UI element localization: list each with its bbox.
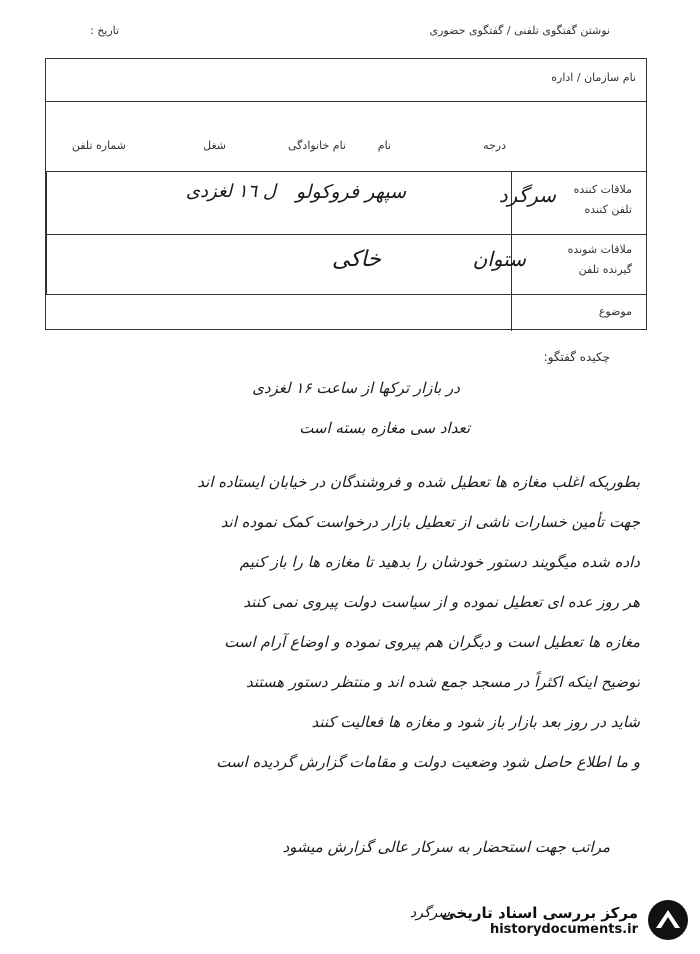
host-name-value: خاکی [331, 247, 381, 272]
divider [46, 234, 646, 235]
signature: سرگرد [409, 905, 450, 921]
visitor-name-value: سپهر فروکولو [295, 181, 406, 203]
divider [46, 171, 646, 172]
date-label: تاریخ : [90, 23, 120, 37]
archive-logo-icon [646, 898, 690, 942]
summary-body [60, 368, 640, 448]
watermark-title: مرکز بررسی اسناد تاریخی [441, 903, 638, 922]
form-table [45, 58, 647, 330]
summary-line: تعداد سی مغازه بسته است [299, 419, 470, 437]
closing-line: مراتب جهت استحضار به سرکار عالی گزارش میشود [282, 838, 610, 856]
summary-line: بطوریکه اغلب مغازه ها تعطیل شده و فروشندگان در خیابان ایستاده اند [197, 473, 640, 491]
column-header-family-name: نام خانوادگی [288, 139, 346, 152]
host-rank-value: ستوان [472, 247, 526, 271]
summary-paragraph [60, 462, 640, 782]
summary-line: جهت تأمین خسارات ناشی از تعطیل بازار درخواست کمک نموده اند [220, 513, 640, 531]
summary-line: داده شده میگویند دستور خودشان را بدهید تا مغازه ها را باز کنیم [239, 553, 640, 571]
summary-line: هر روز عده ای تعطیل نموده و از سیاست دولت پیروی نمی کنند [243, 593, 640, 611]
column-header-rank: درجه [483, 139, 506, 152]
subject-label: موضوع [598, 305, 632, 318]
organization-label: نام سازمان / اداره [551, 71, 636, 84]
watermark-url: historydocuments.ir [489, 921, 638, 937]
watermark [390, 894, 690, 946]
row-visitor-label-2: تلفن کننده [584, 203, 632, 216]
visitor-job-value: ل ١٦ لغزدی [185, 181, 276, 202]
summary-line: توضیح اینکه اکثراً در مسجد جمع شده اند و منتظر دستور هستند [245, 673, 640, 691]
divider [46, 101, 646, 102]
header-bar [90, 20, 610, 40]
form-title: نوشتن گفتگوی تلفنی / گفتگوی حضوری [429, 23, 610, 37]
summary-line: شاید در روز بعد بازار باز شود و مغازه ها فعالیت کنند [311, 713, 640, 731]
summary-line: و ما اطلاع حاصل شود وضعیت دولت و مقامات گزارش گردیده است [216, 753, 640, 771]
column-header-name: نام [377, 139, 391, 152]
row-host-label-2: گیرنده تلفن [578, 263, 632, 276]
divider [46, 294, 646, 295]
divider [46, 171, 47, 294]
column-header-job: شغل [203, 139, 226, 152]
summary-label: چکیده گفتگو: [543, 350, 610, 364]
summary-line: در بازار ترکها از ساعت ۱۶ لغزدی [252, 379, 460, 397]
column-header-phone-number: شماره تلفن [71, 139, 126, 152]
row-host-label-1: ملاقات شونده [567, 243, 632, 256]
summary-line: مغازه ها تعطیل است و دیگران هم پیروی نموده و اوضاع آرام است [224, 633, 640, 651]
row-visitor-label-1: ملاقات کننده [573, 183, 632, 196]
visitor-rank-value: سرگرد [498, 183, 556, 207]
